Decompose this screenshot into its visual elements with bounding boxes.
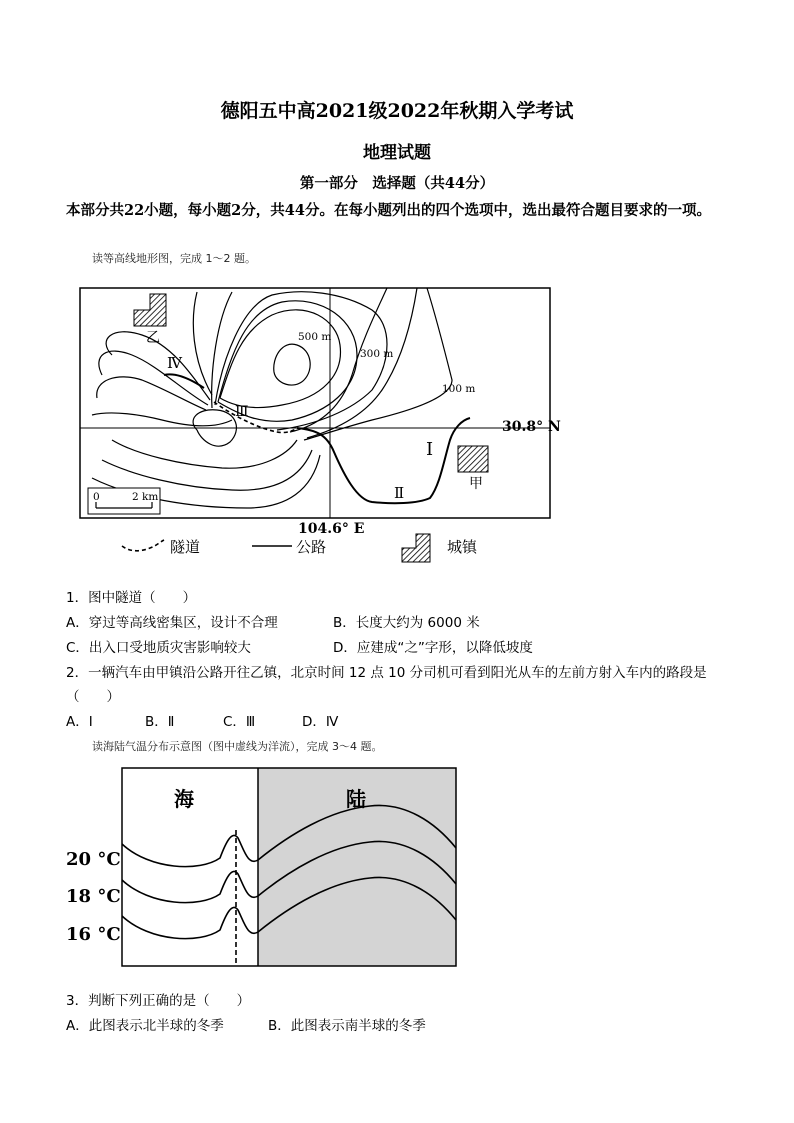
group2-lead: 读海陆气温分布示意图（图中虚线为洋流），完成 3～4 题。 [92, 740, 383, 753]
label-jia: 甲 [469, 476, 483, 492]
contour-label-100: 100 m [442, 383, 476, 395]
scale-bar [88, 488, 160, 514]
q1-option-c: C．出入口受地质灾害影响较大 [66, 640, 251, 656]
q2-option-b: B．Ⅱ [145, 714, 175, 730]
legend-town: 城镇 [447, 538, 478, 556]
label-III: Ⅲ [235, 404, 249, 420]
q1-option-a: A．穿过等高线密集区，设计不合理 [66, 615, 278, 631]
sea-label: 海 [174, 787, 194, 811]
q2-option-d: D．Ⅳ [302, 714, 339, 730]
scale-km: 2 km [132, 491, 159, 503]
q2-option-a: A．Ⅰ [66, 714, 93, 730]
q3-option-b: B．此图表示南半球的冬季 [268, 1018, 426, 1034]
contour-label-300: 300 m [360, 348, 394, 360]
section-title: 第一部分 选择题（共44分） [299, 175, 495, 192]
contour-map-figure [72, 280, 562, 570]
land-label: 陆 [346, 787, 366, 811]
label-I: Ⅰ [426, 439, 434, 460]
isotherm-label-18: 18 °C [66, 886, 121, 907]
sea-land-temperature-figure [60, 762, 470, 974]
longitude-label: 104.6° E [298, 521, 365, 537]
q1-option-b: B．长度大约为 6000 米 [333, 615, 480, 631]
q1-option-d: D．应建成“之”字形，以降低坡度 [333, 640, 533, 656]
group1-lead: 读等高线地形图，完成 1～2 题。 [92, 252, 256, 265]
q2-option-c: C．Ⅲ [223, 714, 256, 730]
town-jia-symbol [458, 446, 488, 472]
label-yi: 乙 [146, 330, 160, 346]
scale-zero: 0 [93, 491, 100, 503]
latitude-label: 30.8° N [502, 419, 561, 435]
q2-stem-bracket: （ ） [66, 689, 120, 705]
isotherm-label-16: 16 °C [66, 924, 121, 945]
subject-title: 地理试题 [363, 143, 431, 163]
q3-option-a: A．此图表示北半球的冬季 [66, 1018, 224, 1034]
legend-road: 公路 [296, 538, 327, 556]
isotherm-label-20: 20 °C [66, 849, 121, 870]
q3-stem: 3．判断下列正确的是（ ） [66, 993, 251, 1009]
label-II: Ⅱ [394, 484, 405, 502]
legend-tunnel: 隧道 [170, 538, 201, 556]
contour-label-500: 500 m [298, 331, 332, 343]
section-instructions: 本部分共22小题，每小题2分，共44分。在每小题列出的四个选项中，选出最符合题目要求的一项。 [66, 202, 711, 219]
q2-stem: 2．一辆汽车由甲镇沿公路开往乙镇，北京时间 12 点 10 分司机可看到阳光从车的左前方射入车内的路段是 [66, 665, 707, 681]
map-legend [122, 534, 478, 562]
label-IV: Ⅳ [167, 354, 182, 372]
q1-stem: 1．图中隧道（ ） [66, 590, 197, 606]
exam-title: 德阳五中高2021级2022年秋期入学考试 [220, 100, 574, 122]
